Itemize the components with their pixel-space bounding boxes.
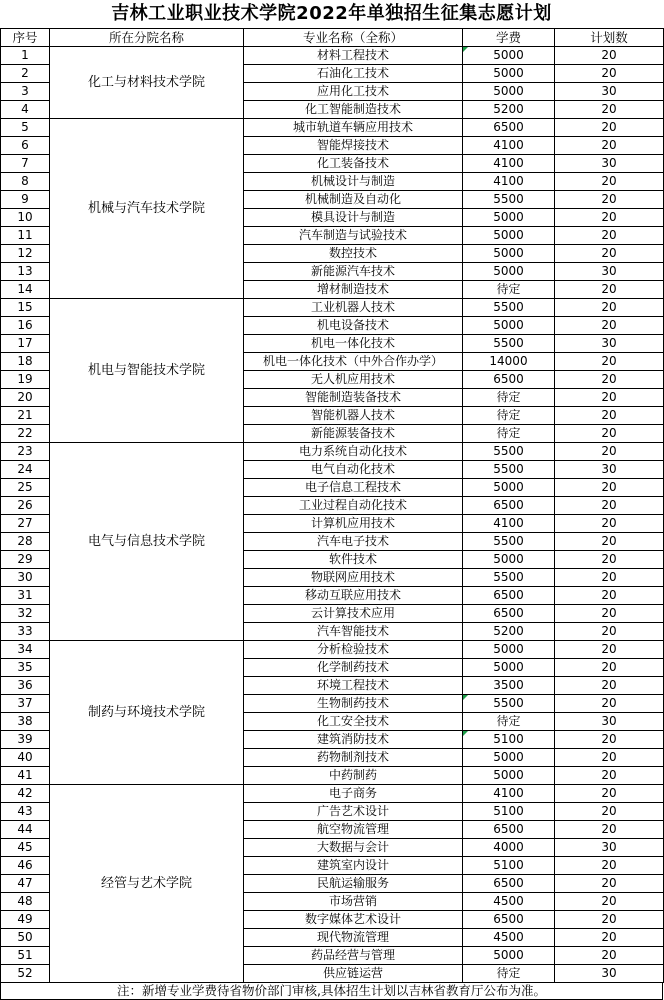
cell-fee[interactable]: 5100	[463, 731, 555, 749]
cell-fee[interactable]: 4100	[463, 155, 555, 173]
cell-major[interactable]: 广告艺术设计	[244, 803, 463, 821]
cell-no[interactable]: 14	[1, 281, 50, 299]
cell-plan[interactable]: 20	[555, 587, 664, 605]
cell-major[interactable]: 石油化工技术	[244, 65, 463, 83]
cell-fee[interactable]: 待定	[463, 281, 555, 299]
cell-fee[interactable]: 待定	[463, 389, 555, 407]
cell-major[interactable]: 建筑消防技术	[244, 731, 463, 749]
cell-plan[interactable]: 30	[555, 839, 664, 857]
cell-no[interactable]: 10	[1, 209, 50, 227]
cell-plan[interactable]: 20	[555, 65, 664, 83]
cell-plan[interactable]: 20	[555, 281, 664, 299]
cell-major[interactable]: 城市轨道车辆应用技术	[244, 119, 463, 137]
cell-plan[interactable]: 20	[555, 299, 664, 317]
cell-fee[interactable]: 待定	[463, 425, 555, 443]
cell-plan[interactable]: 20	[555, 119, 664, 137]
cell-plan[interactable]: 20	[555, 47, 664, 65]
cell-fee[interactable]: 5000	[463, 65, 555, 83]
cell-fee[interactable]: 5500	[463, 299, 555, 317]
cell-fee[interactable]: 6500	[463, 497, 555, 515]
cell-major[interactable]: 新能源汽车技术	[244, 263, 463, 281]
cell-fee[interactable]: 待定	[463, 713, 555, 731]
cell-major[interactable]: 机电设备技术	[244, 317, 463, 335]
cell-college[interactable]: 经管与艺术学院	[50, 785, 244, 983]
cell-plan[interactable]: 30	[555, 965, 664, 983]
cell-plan[interactable]: 20	[555, 929, 664, 947]
cell-plan[interactable]: 20	[555, 731, 664, 749]
cell-fee[interactable]: 4100	[463, 137, 555, 155]
cell-major[interactable]: 电子商务	[244, 785, 463, 803]
cell-fee[interactable]: 4100	[463, 515, 555, 533]
cell-major[interactable]: 机电一体化技术	[244, 335, 463, 353]
cell-fee[interactable]: 5200	[463, 101, 555, 119]
cell-fee[interactable]: 5000	[463, 245, 555, 263]
cell-no[interactable]: 28	[1, 533, 50, 551]
cell-fee[interactable]: 4000	[463, 839, 555, 857]
cell-fee[interactable]: 5500	[463, 533, 555, 551]
cell-major[interactable]: 数控技术	[244, 245, 463, 263]
cell-fee[interactable]: 5500	[463, 191, 555, 209]
cell-major[interactable]: 云计算技术应用	[244, 605, 463, 623]
cell-major[interactable]: 化工智能制造技术	[244, 101, 463, 119]
cell-no[interactable]: 18	[1, 353, 50, 371]
cell-fee[interactable]: 5000	[463, 479, 555, 497]
cell-fee[interactable]: 5000	[463, 947, 555, 965]
page-title: 吉林工业职业技术学院2022年单独招生征集志愿计划	[111, 3, 552, 24]
cell-no[interactable]: 36	[1, 677, 50, 695]
cell-major[interactable]: 模具设计与制造	[244, 209, 463, 227]
cell-fee[interactable]: 5000	[463, 227, 555, 245]
cell-plan[interactable]: 30	[555, 155, 664, 173]
cell-plan[interactable]: 30	[555, 83, 664, 101]
cell-no[interactable]: 21	[1, 407, 50, 425]
cell-no[interactable]: 52	[1, 965, 50, 983]
cell-plan[interactable]: 20	[555, 497, 664, 515]
table-row	[1, 299, 664, 317]
cell-no[interactable]: 48	[1, 893, 50, 911]
cell-fee[interactable]: 5100	[463, 857, 555, 875]
cell-no[interactable]: 19	[1, 371, 50, 389]
cell-fee[interactable]: 4500	[463, 893, 555, 911]
cell-no[interactable]: 8	[1, 173, 50, 191]
cell-major[interactable]: 机械制造及自动化	[244, 191, 463, 209]
cell-fee[interactable]: 5000	[463, 641, 555, 659]
cell-fee[interactable]: 5000	[463, 767, 555, 785]
cell-no[interactable]: 32	[1, 605, 50, 623]
cell-fee[interactable]: 6500	[463, 605, 555, 623]
cell-plan[interactable]: 20	[555, 767, 664, 785]
cell-no[interactable]: 7	[1, 155, 50, 173]
cell-fee[interactable]: 5500	[463, 335, 555, 353]
cell-no[interactable]: 20	[1, 389, 50, 407]
cell-no[interactable]: 5	[1, 119, 50, 137]
cell-no[interactable]: 13	[1, 263, 50, 281]
cell-fee[interactable]: 待定	[463, 407, 555, 425]
table-row	[1, 47, 664, 65]
cell-major[interactable]: 工业机器人技术	[244, 299, 463, 317]
cell-plan[interactable]: 30	[555, 461, 664, 479]
cell-major[interactable]: 现代物流管理	[244, 929, 463, 947]
cell-major[interactable]: 民航运输服务	[244, 875, 463, 893]
cell-fee[interactable]: 6500	[463, 875, 555, 893]
cell-plan[interactable]: 30	[555, 335, 664, 353]
cell-no[interactable]: 24	[1, 461, 50, 479]
cell-no[interactable]: 1	[1, 47, 50, 65]
cell-no[interactable]: 44	[1, 821, 50, 839]
cell-plan[interactable]: 20	[555, 677, 664, 695]
cell-major[interactable]: 智能焊接技术	[244, 137, 463, 155]
cell-plan[interactable]: 20	[555, 785, 664, 803]
cell-college[interactable]: 机电与智能技术学院	[50, 299, 244, 443]
cell-no[interactable]: 51	[1, 947, 50, 965]
cell-no[interactable]: 47	[1, 875, 50, 893]
cell-major[interactable]: 汽车电子技术	[244, 533, 463, 551]
cell-plan[interactable]: 20	[555, 353, 664, 371]
cell-plan[interactable]: 30	[555, 713, 664, 731]
cell-major[interactable]: 分析检验技术	[244, 641, 463, 659]
cell-major[interactable]: 药物制剂技术	[244, 749, 463, 767]
cell-plan[interactable]: 20	[555, 641, 664, 659]
cell-plan[interactable]: 20	[555, 407, 664, 425]
cell-plan[interactable]: 20	[555, 659, 664, 677]
cell-plan[interactable]: 20	[555, 533, 664, 551]
cell-fee[interactable]: 5000	[463, 317, 555, 335]
cell-major[interactable]: 智能机器人技术	[244, 407, 463, 425]
cell-no[interactable]: 39	[1, 731, 50, 749]
cell-fee[interactable]: 5500	[463, 695, 555, 713]
cell-fee[interactable]: 5000	[463, 209, 555, 227]
cell-plan[interactable]: 30	[555, 263, 664, 281]
cell-major[interactable]: 环境工程技术	[244, 677, 463, 695]
cell-no[interactable]: 50	[1, 929, 50, 947]
cell-major[interactable]: 应用化工技术	[244, 83, 463, 101]
cell-major[interactable]: 移动互联应用技术	[244, 587, 463, 605]
cell-no[interactable]: 17	[1, 335, 50, 353]
cell-plan[interactable]: 20	[555, 227, 664, 245]
cell-no[interactable]: 6	[1, 137, 50, 155]
cell-major[interactable]: 物联网应用技术	[244, 569, 463, 587]
cell-no[interactable]: 33	[1, 623, 50, 641]
cell-college[interactable]: 电气与信息技术学院	[50, 443, 244, 641]
cell-no[interactable]: 37	[1, 695, 50, 713]
cell-major[interactable]: 软件技术	[244, 551, 463, 569]
cell-plan[interactable]: 20	[555, 389, 664, 407]
cell-no[interactable]: 4	[1, 101, 50, 119]
cell-fee[interactable]: 6500	[463, 371, 555, 389]
cell-no[interactable]: 31	[1, 587, 50, 605]
cell-major[interactable]: 市场营销	[244, 893, 463, 911]
cell-major[interactable]: 供应链运营	[244, 965, 463, 983]
header-no[interactable]: 序号	[1, 29, 50, 47]
cell-fee[interactable]: 5000	[463, 263, 555, 281]
header-plan[interactable]: 计划数	[555, 29, 664, 47]
cell-no[interactable]: 46	[1, 857, 50, 875]
cell-no[interactable]: 26	[1, 497, 50, 515]
cell-no[interactable]: 2	[1, 65, 50, 83]
table-row	[1, 785, 664, 803]
cell-plan[interactable]: 20	[555, 173, 664, 191]
cell-fee[interactable]: 5000	[463, 749, 555, 767]
cell-major[interactable]: 计算机应用技术	[244, 515, 463, 533]
cell-plan[interactable]: 20	[555, 749, 664, 767]
cell-major[interactable]: 化工装备技术	[244, 155, 463, 173]
cell-fee[interactable]: 待定	[463, 965, 555, 983]
cell-major[interactable]: 增材制造技术	[244, 281, 463, 299]
cell-major[interactable]: 大数据与会计	[244, 839, 463, 857]
cell-major[interactable]: 生物制药技术	[244, 695, 463, 713]
cell-fee[interactable]: 5100	[463, 803, 555, 821]
cell-fee[interactable]: 5200	[463, 623, 555, 641]
cell-fee[interactable]: 5000	[463, 551, 555, 569]
cell-no[interactable]: 11	[1, 227, 50, 245]
cell-fee[interactable]: 5000	[463, 47, 555, 65]
cell-fee[interactable]: 6500	[463, 587, 555, 605]
cell-no[interactable]: 27	[1, 515, 50, 533]
cell-plan[interactable]: 20	[555, 857, 664, 875]
cell-no[interactable]: 22	[1, 425, 50, 443]
cell-major[interactable]: 建筑室内设计	[244, 857, 463, 875]
cell-plan[interactable]: 20	[555, 821, 664, 839]
cell-no[interactable]: 34	[1, 641, 50, 659]
cell-plan[interactable]: 20	[555, 479, 664, 497]
cell-no[interactable]: 41	[1, 767, 50, 785]
cell-major[interactable]: 数字媒体艺术设计	[244, 911, 463, 929]
cell-plan[interactable]: 20	[555, 569, 664, 587]
cell-fee[interactable]: 6500	[463, 911, 555, 929]
cell-major[interactable]: 汽车制造与试验技术	[244, 227, 463, 245]
header-college[interactable]: 所在分院名称	[50, 29, 244, 47]
cell-no[interactable]: 12	[1, 245, 50, 263]
cell-plan[interactable]: 20	[555, 425, 664, 443]
cell-no[interactable]: 16	[1, 317, 50, 335]
footnote[interactable]: 注：新增专业学费待省物价部门审核,具体招生计划以吉林省教育厅公布为准。	[0, 982, 663, 1000]
cell-no[interactable]: 23	[1, 443, 50, 461]
cell-major[interactable]: 化工安全技术	[244, 713, 463, 731]
cell-major[interactable]: 化学制药技术	[244, 659, 463, 677]
cell-plan[interactable]: 20	[555, 803, 664, 821]
cell-major[interactable]: 药品经营与管理	[244, 947, 463, 965]
table-row	[1, 641, 664, 659]
cell-major[interactable]: 新能源装备技术	[244, 425, 463, 443]
cell-fee[interactable]: 5000	[463, 659, 555, 677]
cell-plan[interactable]: 20	[555, 515, 664, 533]
cell-plan[interactable]: 20	[555, 245, 664, 263]
cell-no[interactable]: 29	[1, 551, 50, 569]
cell-major[interactable]: 汽车智能技术	[244, 623, 463, 641]
cell-plan[interactable]: 20	[555, 317, 664, 335]
cell-no[interactable]: 42	[1, 785, 50, 803]
cell-major[interactable]: 材料工程技术	[244, 47, 463, 65]
cell-fee[interactable]: 5500	[463, 569, 555, 587]
cell-no[interactable]: 40	[1, 749, 50, 767]
cell-fee[interactable]: 6500	[463, 119, 555, 137]
table-row	[1, 443, 664, 461]
cell-no[interactable]: 3	[1, 83, 50, 101]
cell-fee[interactable]: 6500	[463, 821, 555, 839]
cell-major[interactable]: 无人机应用技术	[244, 371, 463, 389]
cell-no[interactable]: 43	[1, 803, 50, 821]
cell-no[interactable]: 15	[1, 299, 50, 317]
cell-plan[interactable]: 20	[555, 605, 664, 623]
cell-no[interactable]: 25	[1, 479, 50, 497]
cell-major[interactable]: 机电一体化技术（中外合作办学）	[244, 353, 463, 371]
table-body	[1, 29, 664, 983]
cell-major[interactable]: 电气自动化技术	[244, 461, 463, 479]
header-fee[interactable]: 学费	[463, 29, 555, 47]
cell-major[interactable]: 电子信息工程技术	[244, 479, 463, 497]
cell-fee[interactable]: 5000	[463, 83, 555, 101]
cell-fee[interactable]: 14000	[463, 353, 555, 371]
cell-no[interactable]: 49	[1, 911, 50, 929]
cell-major[interactable]: 工业过程自动化技术	[244, 497, 463, 515]
cell-college[interactable]: 机械与汽车技术学院	[50, 119, 244, 299]
cell-major[interactable]: 航空物流管理	[244, 821, 463, 839]
cell-no[interactable]: 9	[1, 191, 50, 209]
cell-plan[interactable]: 20	[555, 695, 664, 713]
cell-plan[interactable]: 20	[555, 137, 664, 155]
cell-fee[interactable]: 4100	[463, 173, 555, 191]
cell-plan[interactable]: 20	[555, 893, 664, 911]
cell-major[interactable]: 智能制造装备技术	[244, 389, 463, 407]
header-major[interactable]: 专业名称（全称）	[244, 29, 463, 47]
cell-plan[interactable]: 20	[555, 101, 664, 119]
cell-major[interactable]: 电力系统自动化技术	[244, 443, 463, 461]
cell-plan[interactable]: 20	[555, 209, 664, 227]
cell-fee[interactable]: 5500	[463, 443, 555, 461]
cell-college[interactable]: 化工与材料技术学院	[50, 47, 244, 119]
cell-no[interactable]: 38	[1, 713, 50, 731]
cell-college[interactable]: 制药与环境技术学院	[50, 641, 244, 785]
cell-fee[interactable]: 3500	[463, 677, 555, 695]
enrollment-plan-table	[0, 28, 664, 983]
cell-major[interactable]: 机械设计与制造	[244, 173, 463, 191]
cell-fee[interactable]: 4100	[463, 785, 555, 803]
cell-plan[interactable]: 20	[555, 371, 664, 389]
header-row	[1, 29, 664, 47]
cell-plan[interactable]: 20	[555, 623, 664, 641]
cell-plan[interactable]: 20	[555, 911, 664, 929]
cell-no[interactable]: 30	[1, 569, 50, 587]
cell-plan[interactable]: 20	[555, 875, 664, 893]
cell-plan[interactable]: 20	[555, 551, 664, 569]
cell-major[interactable]: 中药制药	[244, 767, 463, 785]
cell-no[interactable]: 45	[1, 839, 50, 857]
cell-fee[interactable]: 4500	[463, 929, 555, 947]
table-row	[1, 119, 664, 137]
cell-plan[interactable]: 20	[555, 947, 664, 965]
cell-plan[interactable]: 20	[555, 443, 664, 461]
cell-fee[interactable]: 5500	[463, 461, 555, 479]
cell-no[interactable]: 35	[1, 659, 50, 677]
cell-plan[interactable]: 20	[555, 191, 664, 209]
